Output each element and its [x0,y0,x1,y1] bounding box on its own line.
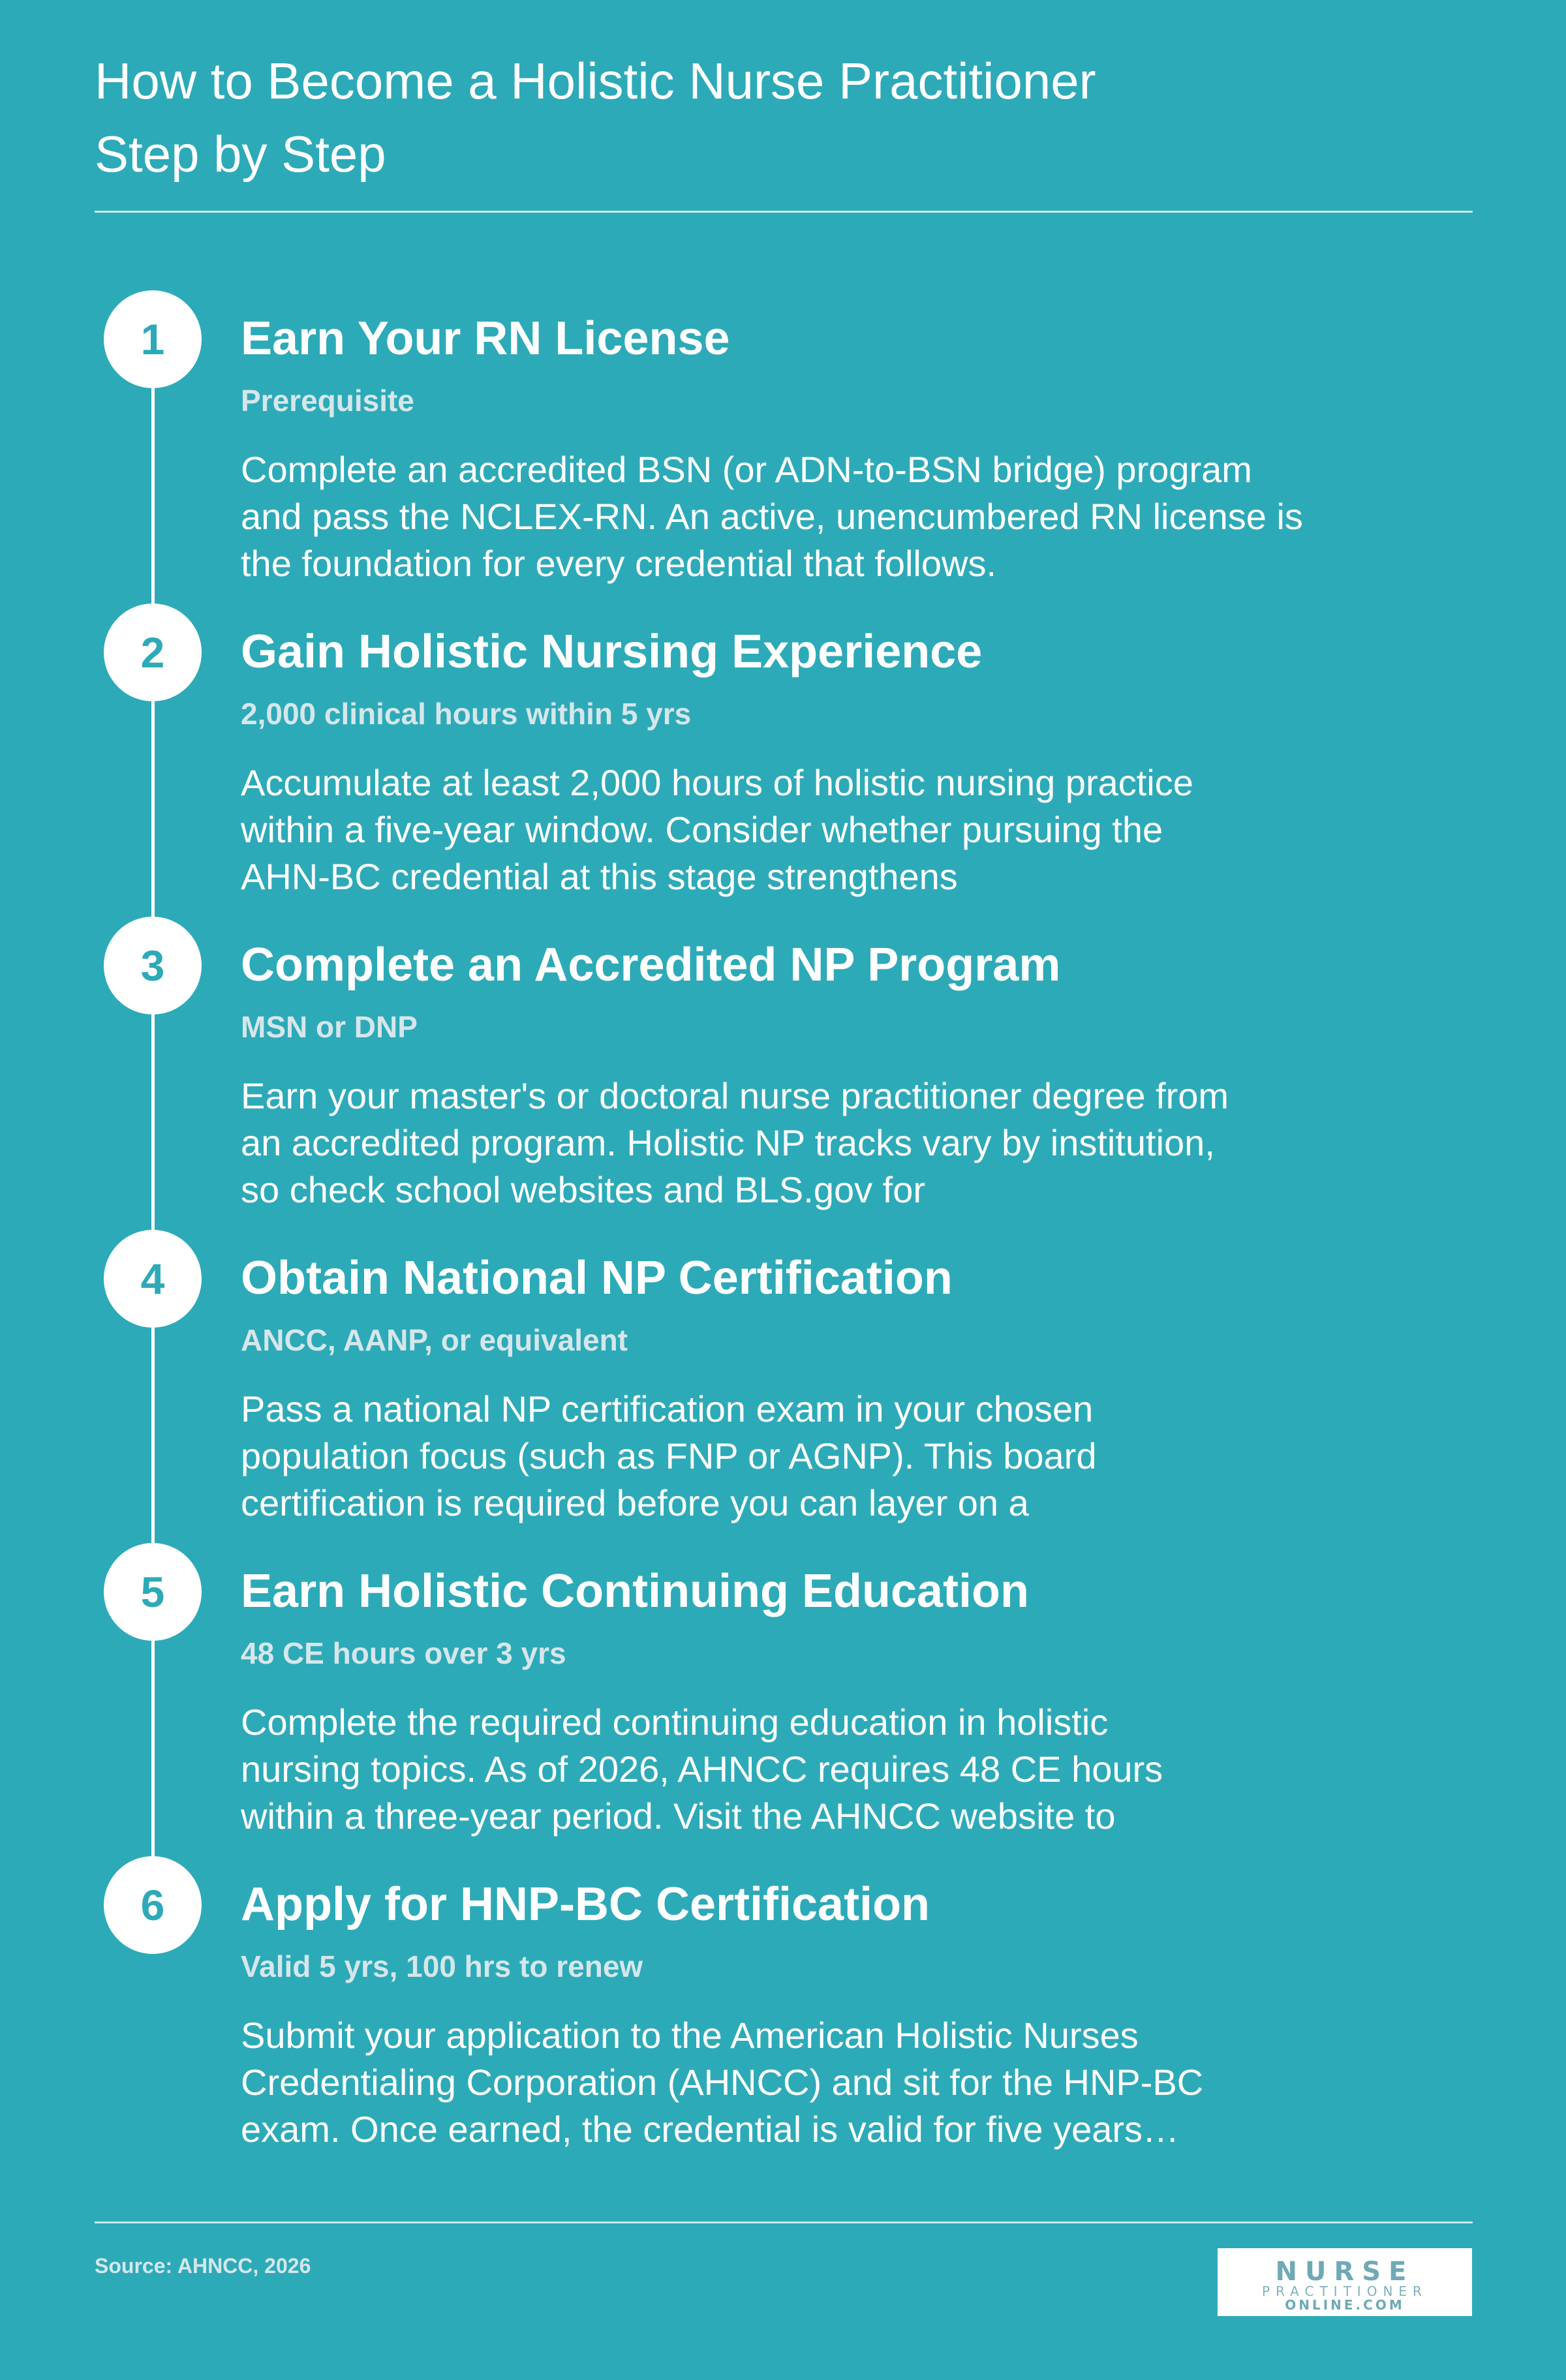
step-subtitle: 48 CE hours over 3 yrs [241,1636,566,1670]
step-title: Earn Your RN License [241,313,730,365]
step-card [241,311,1317,587]
step-description: Submit your application to the American Holistic Nurses Credentialing Corporation (AHNCC) and sit for the HNP-BC exam. Once earned, the credential is valid for five years… [241,2015,1204,2150]
source-note: Source: AHNCC, 2026 [95,2254,311,2278]
step-number-badge: 5 [104,1543,202,1641]
step-description: Accumulate at least 2,000 hours of holistic nursing practice within a five-year window. Consider whether pursuing the AHN-BC credential at this stage strengthens [241,762,1193,897]
logo-line-1: NURSE [1275,2257,1415,2287]
logo-line-3: ONLINE.COM [1285,2297,1405,2313]
step-title: Apply for HNP-BC Certification [241,1878,930,1930]
logo-line-2: PRACTITIONER [1262,2283,1428,2299]
footer-divider [95,2221,1473,2223]
step-subtitle: ANCC, AANP, or equivalent [241,1323,628,1357]
step-number-badge: 1 [104,290,202,388]
step-title: Earn Holistic Continuing Education [241,1565,1030,1617]
step-subtitle: Valid 5 yrs, 100 hrs to renew [241,1949,643,1983]
step-subtitle: 2,000 clinical hours within 5 yrs [241,697,692,731]
step-number-badge: 2 [104,603,202,701]
step-title: Complete an Accredited NP Program [241,939,1061,991]
step-description: Complete an accredited BSN (or ADN-to-BSN bridge) program and pass the NCLEX-RN. An active, unencumbered RN license is the foundation for every credential that follows. [241,449,1303,584]
header-divider [95,211,1473,213]
step-description: Earn your master's or doctoral nurse practitioner degree from an accredited program. Holistic NP tracks vary by institution, so check school websites and BLS.gov for [241,1075,1229,1210]
step-number-badge: 3 [104,917,202,1015]
step-number-badge: 4 [104,1230,202,1328]
step-number-badge: 6 [104,1856,202,1954]
page-title: How to Become a Holistic Nurse Practitioner Step by Step [95,52,1096,183]
step-description: Pass a national NP certification exam in your chosen population focus (such as FNP or AGNP). This board certification is required before you can layer on a [241,1388,1097,1523]
step-subtitle: MSN or DNP [241,1010,418,1044]
step-subtitle: Prerequisite [241,384,414,418]
step-card [241,1563,1317,1840]
step-card [241,937,1317,1213]
step-card [241,624,1317,900]
step-card [241,1876,1317,2153]
step-title: Gain Holistic Nursing Experience [241,626,983,678]
step-title: Obtain National NP Certification [241,1252,953,1304]
step-card [241,1250,1317,1527]
brand-logo[interactable] [1218,2248,1472,2316]
step-description: Complete the required continuing education in holistic nursing topics. As of 2026, AHNCC requires 48 CE hours within a three-year period. Visit the AHNCC website to [241,1701,1163,1837]
timeline-line [151,339,155,1905]
